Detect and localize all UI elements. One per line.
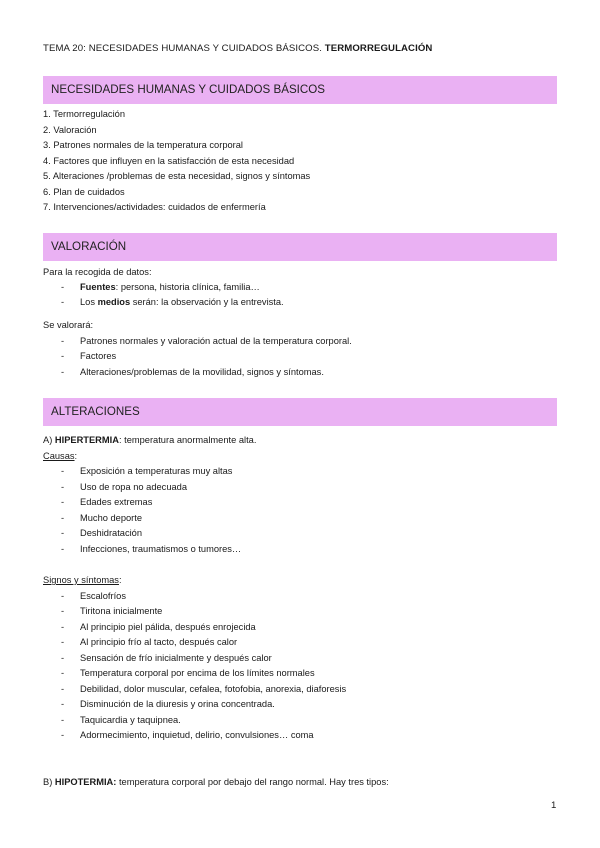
list-item-text: Al principio piel pálida, después enrojecida (80, 622, 256, 632)
list-item-text: Disminución de la diuresis y orina concentrada. (80, 699, 275, 709)
list-item-medios (61, 297, 284, 307)
list-item (61, 367, 324, 377)
index-item: 3. Patrones normales de la temperatura corporal (43, 140, 243, 150)
bullet-dash: - (61, 528, 65, 538)
list-item-text: Temperatura corporal por encima de los límites normales (80, 668, 315, 678)
index-item: 5. Alteraciones /problemas de esta necesidad, signos y síntomas (43, 171, 311, 181)
fuentes-label: Fuentes (80, 282, 116, 292)
bullet-dash: - (61, 606, 65, 616)
causas-heading (43, 451, 77, 461)
list-item-text: Taquicardia y taquipnea. (80, 715, 181, 725)
medios-prefix: Los (80, 297, 98, 307)
bullet-dash: - (61, 715, 65, 725)
list-item-text: Debilidad, dolor muscular, cefalea, fotofobia, anorexia, diaforesis (80, 684, 347, 694)
list-item (61, 497, 152, 507)
list-item-text: Infecciones, traumatismos o tumores… (80, 544, 242, 554)
valoracion-intro: Para la recogida de datos: (43, 267, 152, 277)
list-item-text: Escalofríos (80, 591, 126, 601)
list-item-text: Tiritona inicialmente (80, 606, 163, 616)
list-item (61, 684, 346, 694)
bullet-dash: - (61, 684, 65, 694)
bullet-dash: - (61, 513, 65, 523)
index-item: 1. Termorregulación (43, 109, 125, 119)
list-item (61, 591, 126, 601)
section-heading-valoracion: VALORACIÓN (43, 233, 557, 261)
list-item-text: Adormecimiento, inquietud, delirio, convulsiones… coma (80, 730, 314, 740)
signos-label: Signos y síntomas (43, 575, 119, 585)
bullet-dash: - (61, 730, 65, 740)
section-heading-alteraciones: ALTERACIONES (43, 398, 557, 426)
list-item (61, 668, 315, 678)
list-item-text: Exposición a temperaturas muy altas (80, 466, 233, 476)
list-item-text: Al principio frío al tacto, después calor (80, 637, 238, 647)
bullet-dash: - (61, 282, 65, 292)
list-item (61, 653, 272, 663)
index-item: 6. Plan de cuidados (43, 187, 125, 197)
bullet-dash: - (61, 637, 65, 647)
list-item (61, 336, 352, 346)
list-item (61, 622, 256, 632)
hipotermia-text: temperatura corporal por debajo del rango normal. Hay tres tipos: (116, 777, 389, 787)
bullet-dash: - (61, 591, 65, 601)
medios-text: serán: la observación y la entrevista. (130, 297, 284, 307)
hipotermia-definition (43, 777, 389, 787)
page-number: 1 (551, 800, 557, 811)
list-item (61, 606, 162, 616)
list-item (61, 699, 275, 709)
list-item (61, 637, 237, 647)
index-item: 7. Intervenciones/actividades: cuidados de enfermería (43, 202, 266, 212)
bullet-dash: - (61, 482, 65, 492)
list-item-text: Sensación de frío inicialmente y después calor (80, 653, 272, 663)
hipertermia-definition (43, 435, 256, 445)
bullet-dash: - (61, 351, 65, 361)
causas-colon: : (74, 451, 78, 461)
list-item (61, 513, 142, 523)
list-item-text: Factores (80, 351, 117, 361)
list-item-fuentes (61, 282, 260, 292)
bullet-dash: - (61, 699, 65, 709)
hipotermia-label: HIPOTERMIA: (54, 777, 117, 787)
bullet-dash: - (61, 622, 65, 632)
list-item-text: Deshidratación (80, 528, 143, 538)
bullet-dash: - (61, 336, 65, 346)
list-item (61, 730, 314, 740)
se-valorara-label: Se valorará: (43, 320, 94, 330)
list-item (61, 482, 187, 492)
list-item-text: Patrones normales y valoración actual de la temperatura corporal. (80, 336, 352, 346)
bullet-dash: - (61, 544, 65, 554)
list-item (61, 715, 181, 725)
list-item (61, 466, 232, 476)
index-item: 4. Factores que influyen en la satisfacción de esta necesidad (43, 156, 295, 166)
hipertermia-label: HIPERTERMIA (54, 435, 119, 445)
bullet-dash: - (61, 497, 65, 507)
header-bold-title: TERMORREGULACIÓN (324, 43, 433, 54)
bullet-dash: - (61, 466, 65, 476)
index-item: 2. Valoración (43, 125, 97, 135)
hipotermia-prefix: B) (43, 777, 55, 787)
list-item (61, 351, 116, 361)
hipertermia-text: : temperatura anormalmente alta. (118, 435, 257, 445)
fuentes-text: : persona, historia clínica, familia… (115, 282, 260, 292)
signos-heading (43, 575, 122, 585)
bullet-dash: - (61, 668, 65, 678)
list-item (61, 528, 142, 538)
list-item-text: Mucho deporte (80, 513, 143, 523)
medios-label: medios (97, 297, 131, 307)
document-header (43, 43, 432, 54)
list-item-text: Uso de ropa no adecuada (80, 482, 187, 492)
header-prefix: TEMA 20: NECESIDADES HUMANAS Y CUIDADOS BÁSICOS. (43, 43, 323, 54)
bullet-dash: - (61, 653, 65, 663)
list-item-text: Edades extremas (80, 497, 153, 507)
hipertermia-prefix: A) (43, 435, 55, 445)
causas-label: Causas (43, 451, 75, 461)
list-item (61, 544, 241, 554)
section-heading-necesidades: NECESIDADES HUMANAS Y CUIDADOS BÁSICOS (43, 76, 557, 104)
bullet-dash: - (61, 297, 65, 307)
bullet-dash: - (61, 367, 65, 377)
signos-colon: : (118, 575, 122, 585)
list-item-text: Alteraciones/problemas de la movilidad, signos y síntomas. (80, 367, 324, 377)
